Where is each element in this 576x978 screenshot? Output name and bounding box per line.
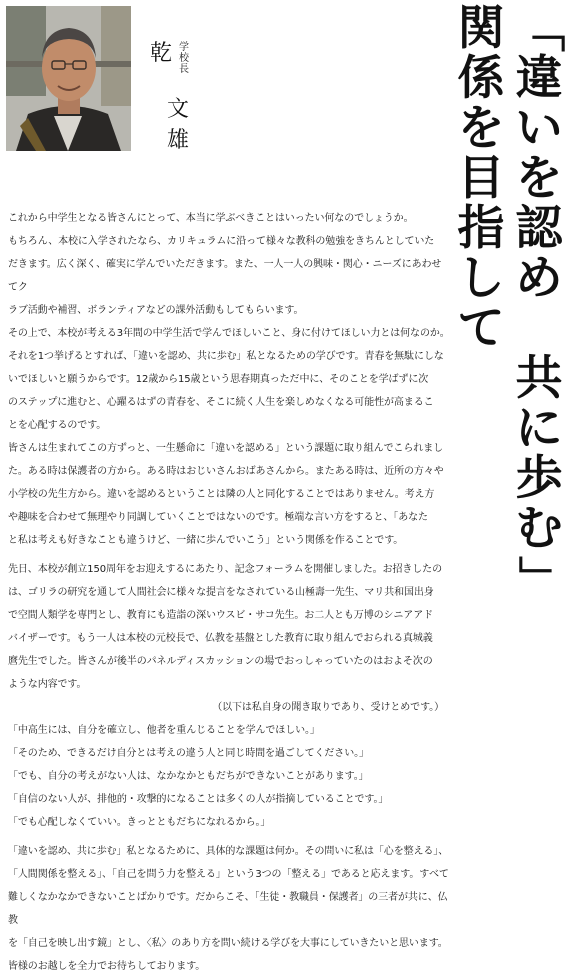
headline-col2-char: し <box>457 251 505 306</box>
principal-role-label: 学 校 長 <box>179 42 189 75</box>
quote-line: 「でも、自分の考えがない人は、なかなかともだちができないことがあります。」 <box>8 771 369 782</box>
body-line: バイザーです。もう一人は本校の元校長で、仏教を基盤とした教育に取り組んでおられる真城義 <box>8 633 433 644</box>
message-body <box>8 207 450 978</box>
quote-list <box>8 719 450 834</box>
body-line: 「人間関係を整える」、「自己を問う力を整える」という3つの「整える」であると応えます。すべて <box>8 869 449 880</box>
quote-line: 「自信のない人が、排他的・攻撃的になることは多くの人が指摘していることです。」 <box>8 794 389 805</box>
headline-col1-char: め <box>515 251 563 306</box>
headline-col2-char: を <box>457 101 505 156</box>
body-line: のステップに進むと、心躍るはずの青春を、そこに続く人生を楽しめなくなる可能性が高まるこ <box>8 397 434 408</box>
paragraph-conclusion <box>8 840 450 978</box>
body-line: 小学校の先生方から。違いを認めるということは隣の人と同化することではありません。考え方 <box>8 489 435 500</box>
vertical-headline <box>452 1 572 944</box>
principal-given-name: 文 雄 <box>166 97 189 153</box>
principal-portrait <box>6 6 131 151</box>
headline-col1-char: 認 <box>515 201 563 256</box>
headline-col1-char: 歩 <box>515 451 563 506</box>
body-line: その上で、本校が考える3年間の中学生活で学んでほしいこと、身に付けてほしい力とは何なのか。 <box>8 328 450 339</box>
body-line: それを1つ挙げるとすれば、「違いを認め、共に歩む」私となるための学びです。青春を無駄にしな <box>8 351 444 362</box>
headline-column-1 <box>510 4 568 604</box>
headline-col1-char: に <box>515 401 563 456</box>
body-line: だきます。広く深く、確実に学んでいただきます。また、一人一人の興味・関心・ニーズにあわせてク <box>8 259 442 293</box>
body-line: とを心配するのです。 <box>8 420 107 431</box>
quote-line: 「中高生には、自分を確立し、他者を重んじることを学んでほしい。」 <box>8 725 320 736</box>
paragraph-intro <box>8 207 450 552</box>
headline-col2-char: 関 <box>457 1 505 56</box>
body-line: 難しくなかなかできないことばかりです。だからこそ、「生徒・教職員・保護者」の三者が共に、仏教 <box>8 892 448 926</box>
body-line: ような内容です。 <box>8 679 87 690</box>
body-line: ラブ活動や補習、ボランティアなどの課外活動もしてもらいます。 <box>8 305 304 316</box>
principal-family-name: 乾 <box>150 41 173 66</box>
body-line: で空間人類学を専門とし、教育にも造詣の深いウスビ・サコ先生。お二人とも万博のシニアアド <box>8 610 433 621</box>
headline-col2-char: 目 <box>457 151 505 206</box>
headline-col2-char: 指 <box>457 201 505 256</box>
listening-note: （以下は私自身の聞き取りであり、受けとめです。） <box>212 702 444 713</box>
headline-col2-char: 係 <box>457 51 505 106</box>
body-line: や趣味を合わせて無理やり同調していくことではないのです。極端な言い方をすると、「あなた <box>8 512 428 523</box>
headline-col1-char: 共 <box>515 351 563 406</box>
body-line: いでほしいと願うからです。12歳から15歳という思春期真っただ中に、そのことを学ばずに次 <box>8 374 429 385</box>
headline-col2-char: て <box>457 301 505 356</box>
body-line: は、ゴリラの研究を通して人間社会に様々な提言をなされている山極壽一先生、マリ共和国出身 <box>8 587 434 598</box>
headline-col1-char: い <box>515 101 563 156</box>
body-line: た。ある時は保護者の方から。ある時はおじいさんおばあさんから。またある時は、近所の方々や <box>8 466 444 477</box>
headline-col1-char: 違 <box>515 51 563 106</box>
paragraph-forum <box>8 558 450 696</box>
body-line: と私は考えも好きなことも違うけど、一緒に歩んでいこう」という関係を作ることです。 <box>8 535 404 546</box>
body-line: 先日、本校が創立150周年をお迎えするにあたり、記念フォーラムを開催しました。お招きしたの <box>8 564 442 575</box>
portrait-image <box>6 6 131 151</box>
quote-line: 「でも心配しなくていい。きっとともだちになれるから。」 <box>8 817 271 828</box>
headline-col1-char: む <box>515 501 563 556</box>
body-line: 「違いを認め、共に歩む」私となるために、具体的な課題は何か。その問いに私は「心を整える」、 <box>8 846 449 857</box>
body-line: もちろん、本校に入学されたなら、カリキュラムに沿って様々な教科の勉強をきちんとしていた <box>8 236 435 247</box>
headline-column-2 <box>452 1 510 356</box>
headline-col1-char: 「 <box>512 5 567 53</box>
body-line: 皆様のお越しを全力でお待ちしております。 <box>8 961 206 972</box>
quote-line: 「そのため、できるだけ自分とは考えの違う人と同じ時間を過ごしてください。」 <box>8 748 369 759</box>
headline-col1-char: を <box>515 151 563 206</box>
body-line: を「自己を映し出す鏡」とし、〈私〉のあり方を問い続ける学びを大事にしていきたいと思います。 <box>8 938 448 949</box>
body-line: 麿先生でした。皆さんが後半のパネルディスカッションの場でおっしゃっていたのはおよそ次の <box>8 656 433 667</box>
headline-col1-char: 」 <box>512 555 567 603</box>
body-line: これから中学生となる皆さんにとって、本当に学ぶべきことはいったい何なのでしょうか。 <box>8 213 414 224</box>
body-line: 皆さんは生まれてこの方ずっと、一生懸命に「違いを認める」という課題に取り組んでこられまし <box>8 443 443 454</box>
headline-col1-char <box>510 304 568 354</box>
